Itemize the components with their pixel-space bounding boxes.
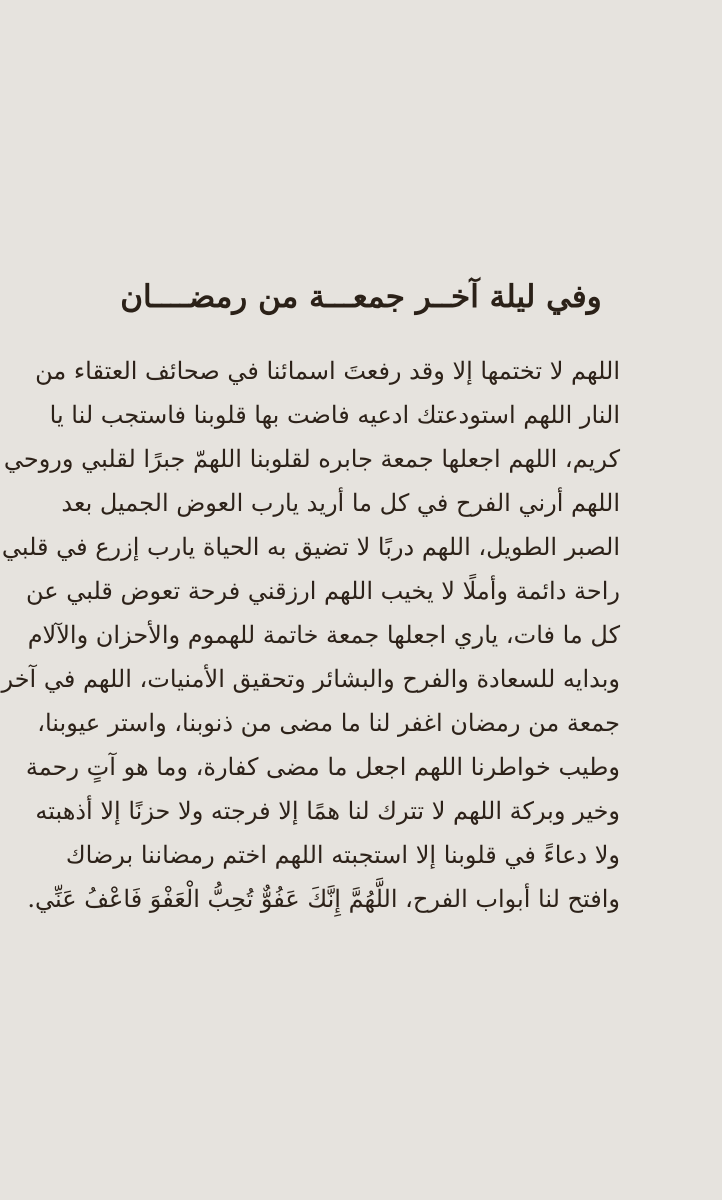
text-line: كل ما فات، ياري اجعلها جمعة خاتمة للهموم والأحزان والآلام [27, 621, 620, 649]
text-line: اللهم لا تختمها إلا وقد رفعتَ اسمائنا في صحائف العتقاء من [35, 357, 620, 385]
document-title: وفي ليلة آخــر جمعـــة من رمضــــان [120, 279, 602, 315]
text-line: كريم، اللهم اجعلها جمعة جابره لقلوبنا اللهمّ جبرًا لقلبي وروحي [3, 445, 620, 473]
text-line: اللهم أرني الفرح في كل ما أريد يارب العوض الجميل بعد [61, 489, 620, 517]
text-line: وطيب خواطرنا اللهم اجعل ما مضى كفارة، وما هو آتٍ رحمة [25, 753, 620, 781]
dua-text [1, 349, 620, 921]
text-line: جمعة من رمضان اغفر لنا ما مضى من ذنوبنا، واستر عيوبنا، [37, 709, 620, 737]
text-line: راحة دائمة وأملًا لا يخيب اللهم ارزقني فرحة تعوض قلبي عن [26, 577, 620, 605]
text-line: الصبر الطويل، اللهم دربًا لا تضيق به الحياة يارب إزرع في قلبي [1, 533, 620, 561]
text-line: وخير وبركة اللهم لا تترك لنا همًا إلا فرجته ولا حزنًا إلا أذهبته [35, 797, 620, 825]
text-line: ولا دعاءً في قلوبنا إلا استجبته اللهم اختم رمضاننا برضاك [65, 841, 620, 869]
text-line: وبدايه للسعادة والفرح والبشائر وتحقيق الأمنيات، اللهم في آخر [1, 665, 620, 693]
text-line: النار اللهم استودعتك ادعيه فاضت بها قلوبنا فاستجب لنا يا [49, 401, 620, 429]
text-line: وافتح لنا أبواب الفرح، اللَّهُمَّ إِنَّكَ عَفُوٌّ تُحِبُّ الْعَفْوَ فَاعْفُ عَنِّي. [27, 885, 620, 913]
